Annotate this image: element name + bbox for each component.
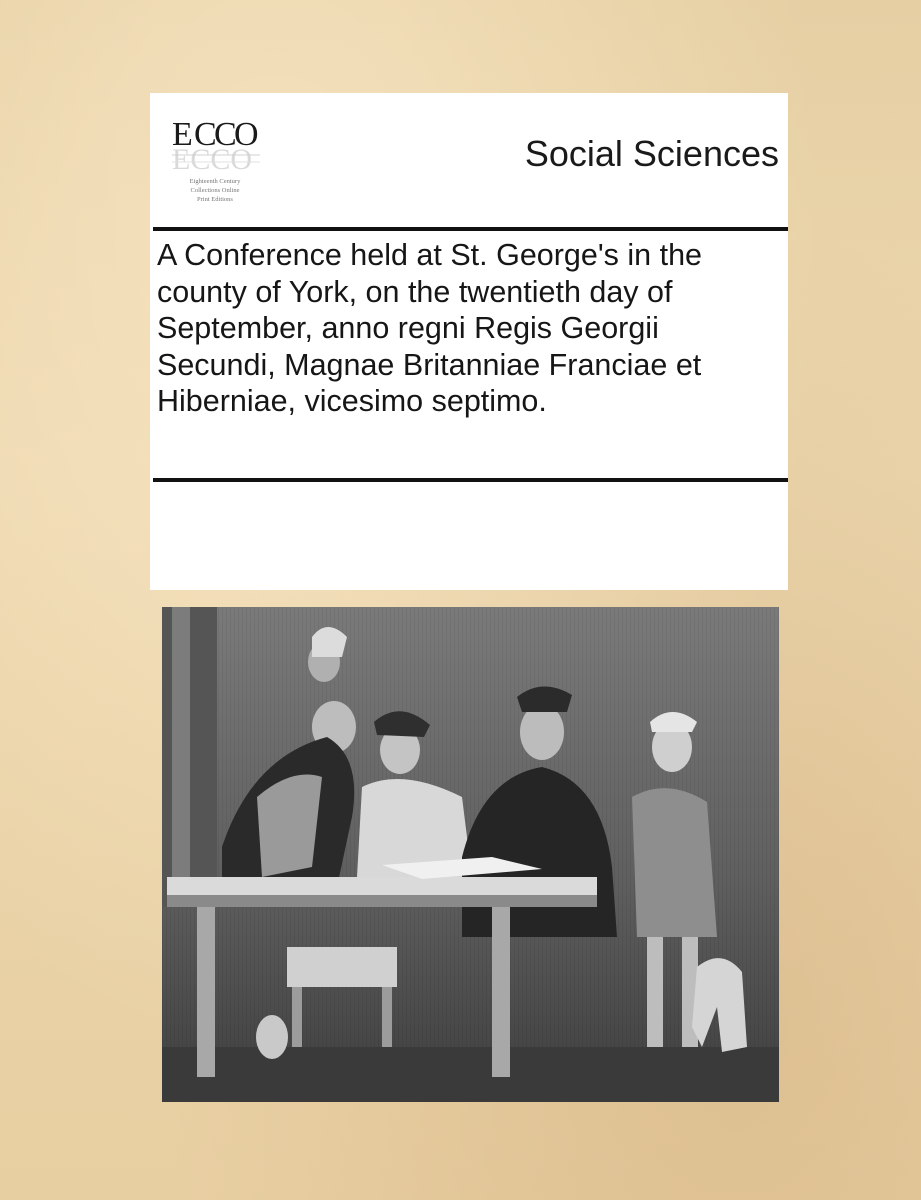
bottom-rule <box>153 478 788 482</box>
svg-text:ECCO: ECCO <box>172 143 253 176</box>
svg-text:Collections Online: Collections Online <box>190 187 240 194</box>
svg-text:O: O <box>234 116 259 153</box>
book-title: A Conference held at St. George's in the county of York, on the twentieth day of September, anno regni Regis Georgii Secundi, Magnae Britanniae Franciae et Hiberniae, vicesimo septimo. <box>157 238 702 418</box>
svg-text:Eighteenth Century: Eighteenth Century <box>189 178 241 185</box>
cover-text-panel <box>150 93 788 590</box>
category-label: Social Sciences <box>524 133 779 174</box>
svg-text:C: C <box>194 116 217 153</box>
ecco-logo <box>168 107 263 215</box>
engraving-illustration <box>162 607 779 1102</box>
svg-text:C: C <box>214 116 237 153</box>
svg-text:Print Editions: Print Editions <box>197 196 233 203</box>
svg-text:E: E <box>172 116 191 153</box>
top-rule <box>153 227 788 231</box>
